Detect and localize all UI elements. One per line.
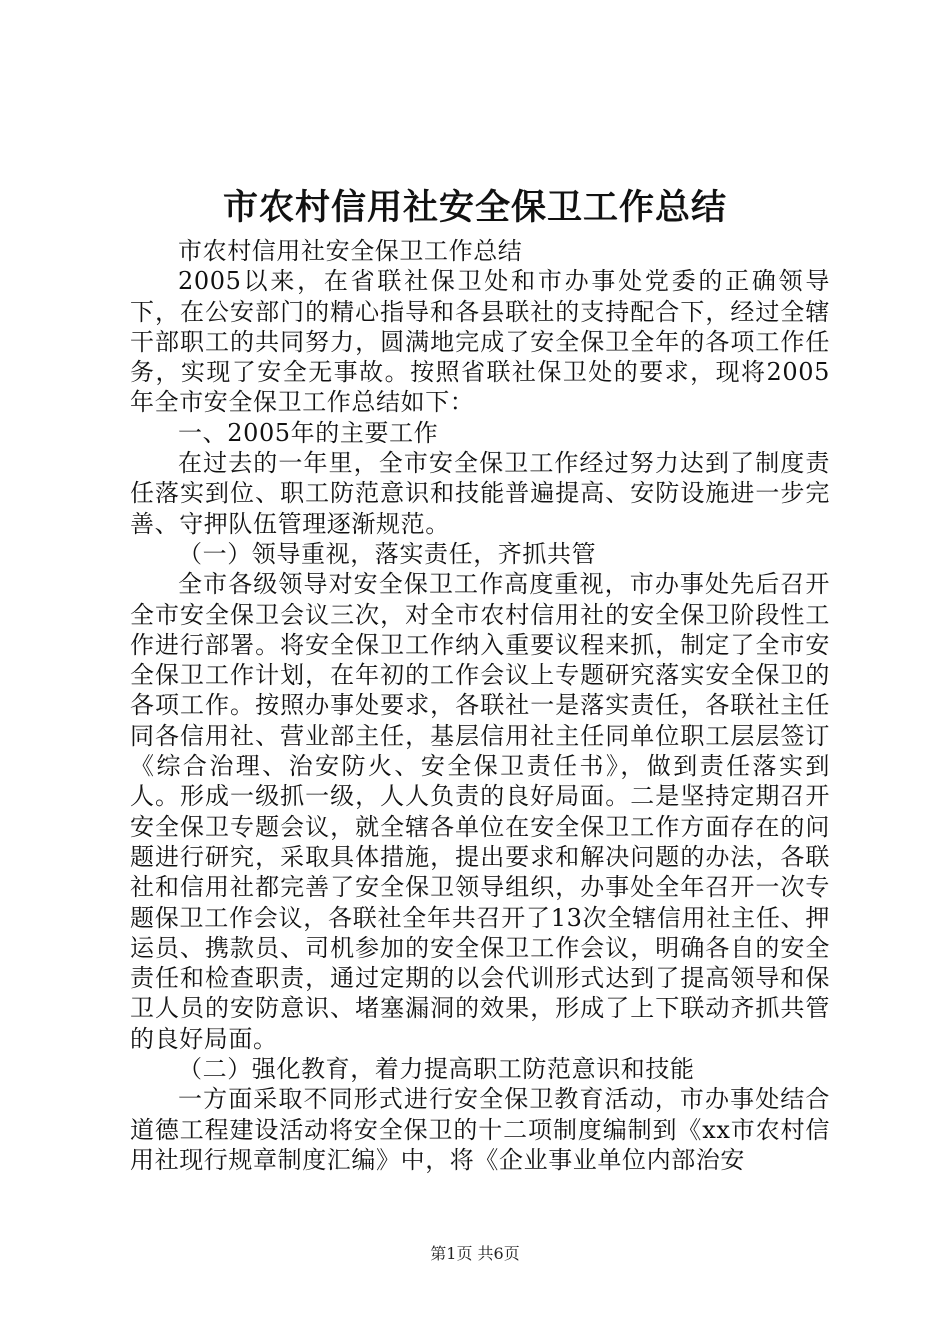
paragraph-leadership: 全市各级领导对安全保卫工作高度重视，市办事处先后召开全市安全保卫会议三次，对全市农村信用社的安全保卫阶段性工作进行部署。将安全保卫工作纳入重要议程来抓，制定了全市安全保卫工作计划，在年初的工作会议上专题研究落实安全保卫的各项工作。按照办事处要求，各联社一是落实责任，各联社主任同各信用社、营业部主任，基层信用社主任同单位职工层层签订《综合治理、治安防火、安全保卫责任书》，做到责任落实到人。形成一级抓一级，人人负责的良好局面。二是坚持定期召开安全保卫专题会议，就全辖各单位在安全保卫工作方面存在的问题进行研究，采取具体措施，提出要求和解决问题的办法，各联社和信用社都完善了安全保卫领导组织，办事处全年召开一次专题保卫工作会议，各联社全年共召开了13次全辖信用社主任、押运员、携款员、司机参加的安全保卫工作会议，明确各自的安全责任和检查职责，通过定期的以会代训形式达到了提高领导和保卫人员的安防意识、堵塞漏洞的效果，形成了上下联动齐抓共管的良好局面。 [130, 570, 830, 1053]
paragraph-intro: 2005以来，在省联社保卫处和市办事处党委的正确领导下，在公安部门的精心指导和各县联社的支持配合下，经过全辖干部职工的共同努力，圆满地完成了安全保卫全年的各项工作任务，实现了安全无事故。按照省联社保卫处的要求，现将2005年全市安全保卫工作总结如下： [130, 267, 830, 417]
paragraph-subtitle: 市农村信用社安全保卫工作总结 [178, 237, 523, 265]
document-body [130, 236, 830, 1175]
subsection-heading-2: （二）强化教育，着力提高职工防范意识和技能 [178, 1055, 695, 1084]
section-heading-1: 一、2005年的主要工作 [178, 418, 439, 447]
subsection-heading-1: （一）领导重视，落实责任，齐抓共管 [178, 539, 597, 568]
page-title: 市农村信用社安全保卫工作总结 [222, 187, 727, 228]
paragraph-education: 一方面采取不同形式进行安全保卫教育活动，市办事处结合道德工程建设活动将安全保卫的十二项制度编制到《xx市农村信用社现行规章制度汇编》中，将《企业事业单位内部治安 [130, 1085, 830, 1174]
paragraph-overview: 在过去的一年里，全市安全保卫工作经过努力达到了制度责任落实到位、职工防范意识和技能普遍提高、安防设施进一步完善、守押队伍管理逐渐规范。 [130, 449, 830, 538]
page-footer: 第1页 共6页 [430, 1244, 520, 1263]
